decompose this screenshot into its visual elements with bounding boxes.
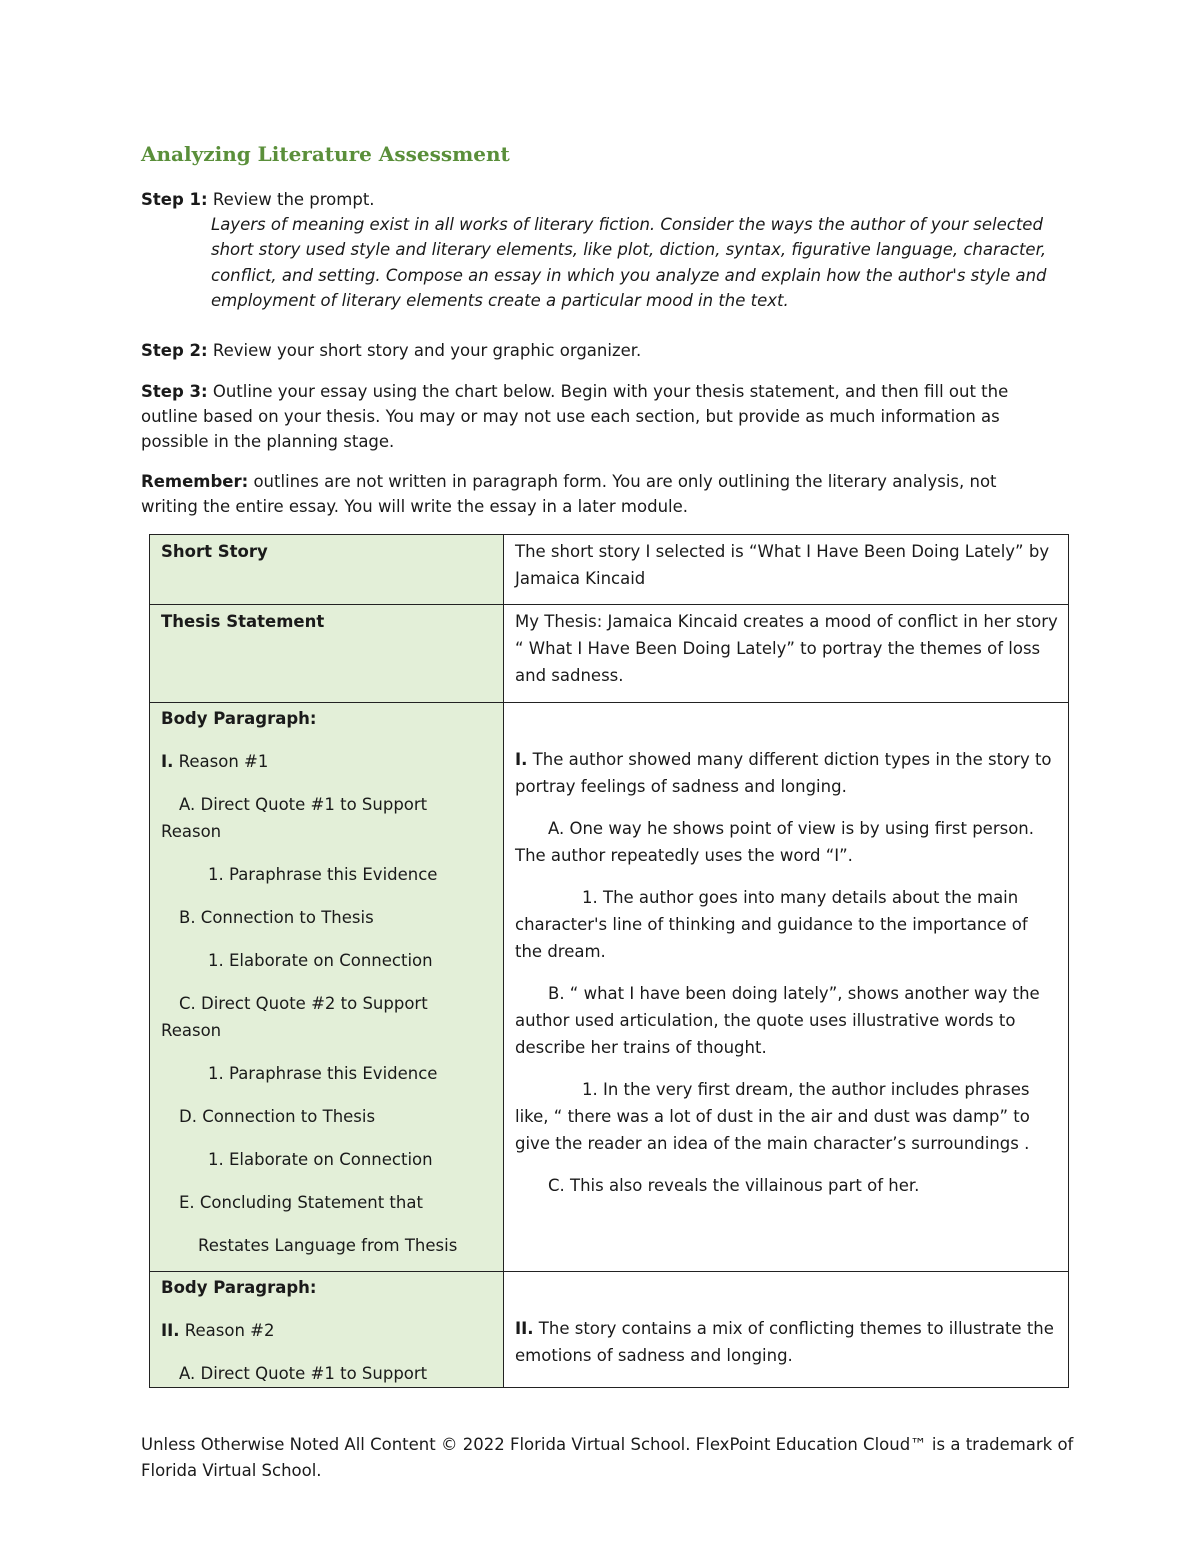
body-1-quote-a-line1: A. Direct Quote #1 to Support	[179, 795, 428, 814]
prompt-line-1: Layers of meaning exist in all works of literary fiction. Consider the ways the author of your selected	[211, 215, 1043, 234]
table-row-body-2	[150, 1272, 1069, 1388]
prompt-line-4: employment of literary elements create a particular mood in the text.	[211, 291, 789, 310]
body-1-answer-cell	[504, 703, 1069, 1272]
body-1-reason	[161, 748, 493, 775]
body-2-outline-cell	[150, 1272, 504, 1388]
table-row-short-story	[150, 535, 1069, 605]
thesis-value-cell	[504, 605, 1069, 703]
body-1-reason-num: I.	[161, 752, 174, 771]
body-1-paraphrase-c: 1. Paraphrase this Evidence	[208, 1064, 438, 1083]
table-row-body-1	[150, 703, 1069, 1272]
remember-line-2: writing the entire essay. You will write the essay in a later module.	[141, 497, 689, 516]
step-2-label: Step 2:	[141, 341, 208, 360]
step-1-label: Step 1:	[141, 190, 208, 209]
body-1-elaborate-b: 1. Elaborate on Connection	[208, 951, 433, 970]
step-3-line-2: outline based on your thesis. You may or may not use each section, but provide as much information as	[141, 407, 1000, 426]
footer-copyright: Unless Otherwise Noted All Content © 2022 Florida Virtual School. FlexPoint Education Cloud™ is a trademark of Florida Virtual School.	[141, 1435, 1074, 1480]
remember-line-1: outlines are not written in paragraph form. You are only outlining the literary analysis, not	[248, 472, 997, 491]
body-2-heading: Body Paragraph:	[161, 1278, 317, 1297]
short-story-value-cell	[504, 535, 1069, 605]
body-2-answer-main-text: The story contains a mix of conflicting themes to illustrate the emotions of sadness and longing.	[515, 1319, 1054, 1365]
step-3-label: Step 3:	[141, 382, 208, 401]
body-1-answer-main-text: The author showed many different diction types in the story to portray feelings of sadness and longing.	[515, 750, 1052, 796]
outline-table	[149, 534, 1069, 1388]
body-1-quote-c-line1: C. Direct Quote #2 to Support	[179, 994, 428, 1013]
body-1-answer-b-sub: 1. In the very first dream, the author includes phrases like, “ there was a lot of dust in the air and dust was damp” to give the reader an idea of the main character’s surroundings .	[515, 1080, 1030, 1153]
body-1-answer-a: A. One way he shows point of view is by using first person. The author repeatedly uses the word “I”.	[515, 819, 1035, 865]
step-3-line-1: Outline your essay using the chart below. Begin with your thesis statement, and then fill out the	[207, 382, 1009, 401]
body-1-answer-b: B. “ what I have been doing lately”, shows another way the author used articulation, the quote uses illustrative words to describe her trains of thought.	[515, 984, 1040, 1057]
body-1-connection-b: B. Connection to Thesis	[179, 908, 374, 927]
prompt-line-2: short story used style and literary elements, like plot, diction, syntax, figurative language, character,	[211, 240, 1047, 259]
body-1-concluding-line1: E. Concluding Statement that	[179, 1193, 423, 1212]
body-1-elaborate-d: 1. Elaborate on Connection	[208, 1150, 433, 1169]
short-story-value: The short story I selected is “What I Have Been Doing Lately” by Jamaica Kincaid	[515, 542, 1050, 588]
body-2-reason-text: Reason #2	[179, 1321, 275, 1340]
thesis-label-cell	[150, 605, 504, 703]
short-story-label: Short Story	[161, 542, 268, 561]
body-1-answer-c: C. This also reveals the villainous part of her.	[548, 1176, 920, 1195]
remember-note	[141, 469, 997, 495]
step-3	[141, 379, 1008, 405]
body-1-answer-a-sub: 1. The author goes into many details about the main character's line of thinking and guidance to the importance of the dream.	[515, 888, 1028, 961]
body-1-answer-num: I.	[515, 750, 528, 769]
body-1-quote-a-line2: Reason	[161, 822, 222, 841]
step-1-text: Review the prompt.	[207, 190, 375, 209]
remember-label: Remember:	[141, 472, 249, 491]
step-2-text: Review your short story and your graphic organizer.	[207, 341, 642, 360]
body-1-reason-text: Reason #1	[173, 752, 269, 771]
short-story-label-cell	[150, 535, 504, 605]
page-title: Analyzing Literature Assessment	[141, 142, 510, 166]
thesis-value: My Thesis: Jamaica Kincaid creates a mood of conflict in her story “ What I Have Been Doing Lately” to portray the themes of loss and sadness.	[515, 612, 1058, 685]
body-1-outline-cell	[150, 703, 504, 1272]
step-1	[141, 187, 375, 213]
body-2-reason	[161, 1317, 493, 1344]
body-1-quote-c-line2: Reason	[161, 1021, 222, 1040]
table-row-thesis	[150, 605, 1069, 703]
body-2-reason-num: II.	[161, 1321, 180, 1340]
body-2-quote-a-line1: A. Direct Quote #1 to Support	[179, 1364, 428, 1383]
body-2-answer-cell	[504, 1272, 1069, 1388]
body-2-answer-num: II.	[515, 1319, 534, 1338]
body-1-concluding-line2: Restates Language from Thesis	[198, 1236, 458, 1255]
body-1-paraphrase-a: 1. Paraphrase this Evidence	[208, 865, 438, 884]
body-1-connection-d: D. Connection to Thesis	[179, 1107, 376, 1126]
thesis-label: Thesis Statement	[161, 612, 325, 631]
body-2-answer-main	[515, 1315, 1058, 1369]
body-1-answer-main	[515, 746, 1058, 800]
step-2	[141, 338, 641, 364]
body-1-heading: Body Paragraph:	[161, 709, 317, 728]
step-3-line-3: possible in the planning stage.	[141, 432, 395, 451]
prompt-line-3: conflict, and setting. Compose an essay in which you analyze and explain how the author's style and	[211, 266, 1047, 285]
